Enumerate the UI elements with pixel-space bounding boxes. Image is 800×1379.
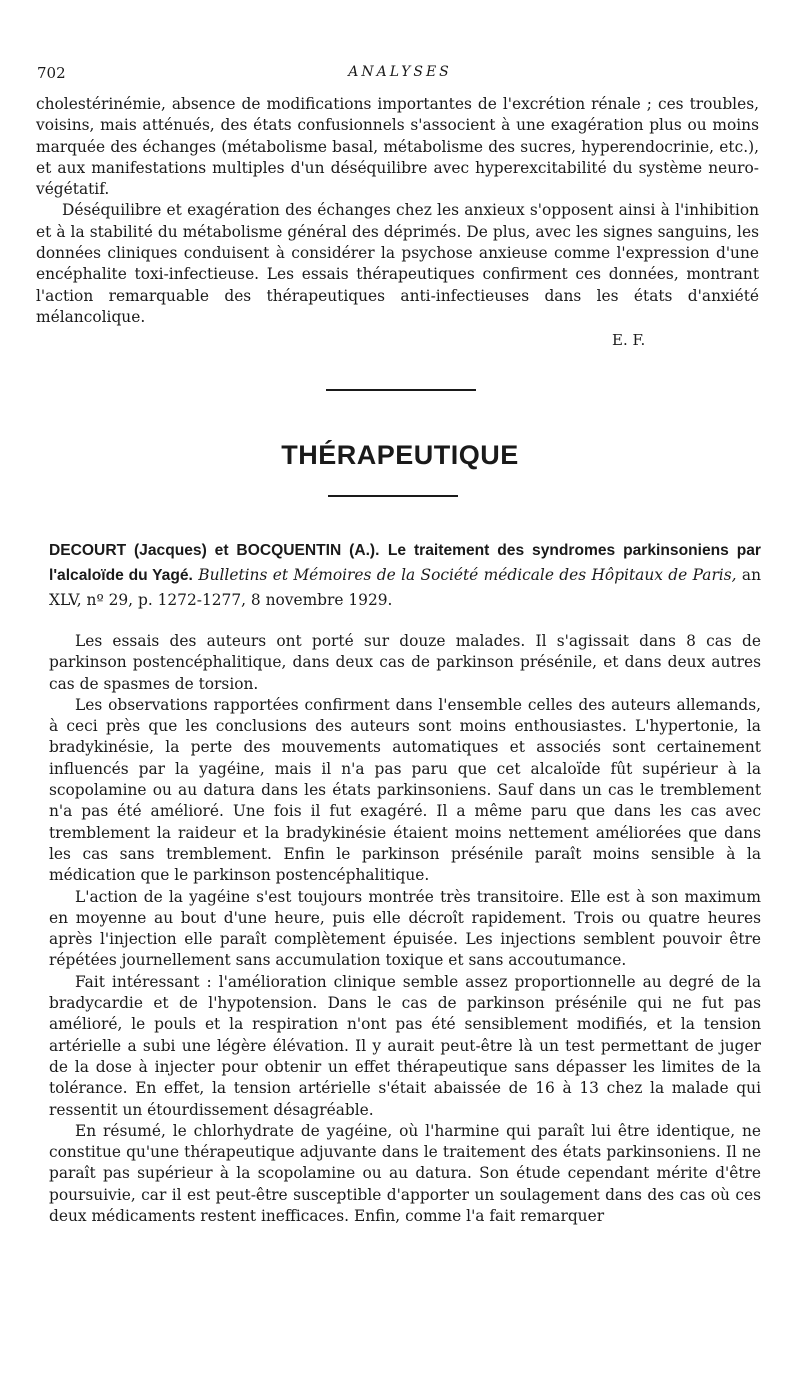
article-reference — [49, 538, 761, 612]
intro-paragraph: Déséquilibre et exagération des échanges chez les anxieux s'opposent ainsi à l'inhibition et à la stabilité du métabolisme général des déprimés. De plus, avec les signes sanguins, les données cliniques conduisent à considérer la psychose anxieuse comme l'expression d'une encéphalite toxi-infectieuse. Les essais thérapeutiques confirment ces données, montrant l'action remarquable des thérapeutiques anti-infectieuses dans les états d'anxiété mélancolique. — [36, 201, 759, 326]
section-divider-top — [326, 389, 476, 391]
section-title: THÉRAPEUTIQUE — [281, 440, 519, 470]
body-paragraph: L'action de la yagéine s'est toujours montrée très transitoire. Elle est à son maximum en moyenne au bout d'une heure, puis elle décroît rapidement. Trois ou quatre heures après l'injection elle paraît complètement épuisée. Les injections semblent pouvoir être répétées journellement sans accumulation toxique et sans accoutumance. — [49, 887, 761, 970]
intro-paragraph: cholestérinémie, absence de modifications importantes de l'excrétion rénale ; ces troubles, voisins, mais atténués, des états confusionnels s'associent à une exagération plus ou moins marquée des échanges (métabolisme basal, métabolisme des sucres, hyperendocrinie, etc.), et aux manifestations multiples d'un déséquilibre avec hyperexcitabilité du système neuro-végétatif. — [36, 95, 759, 199]
page-number: 702 — [37, 64, 66, 82]
running-title: ANALYSES — [348, 64, 452, 80]
body-paragraph: Fait intéressant : l'amélioration clinique semble assez proportionnelle au degré de la bradycardie et de l'hypotension. Dans le cas de parkinson présénile qui ne fut pas amélioré, le pouls et la respiration n'ont pas été sensiblement modifiés, et la tension artérielle a subi une légère élévation. Il y aurait peut-être là un test permettant de juger de la dose à injecter pour obtenir un effet thérapeutique sans dépasser les limites de la tolérance. En effet, la tension artérielle s'était abaissée de 16 à 13 chez la malade qui ressentit un étourdissement désagréable. — [49, 972, 761, 1119]
citation-details: an XLV, nº 29, p. 1272-1277, 8 novembre 1929. — [49, 566, 761, 609]
body-paragraph: En résumé, le chlorhydrate de yagéine, où l'harmine qui paraît lui être identique, ne constitue qu'une thérapeutique adjuvante dans le traitement des états parkinsoniens. Il ne paraît pas supérieur à la scopolamine ou au datura. Son étude cependant mérite d'être poursuivie, car il est peut-être susceptible d'apporter un soulagement dans des cas où ces deux médicaments restent inefficaces. Enfin, comme l'a fait remarquer — [49, 1121, 761, 1226]
article-body — [49, 631, 761, 1227]
signature: E. F. — [612, 331, 646, 349]
body-paragraph: Les observations rapportées confirment dans l'ensemble celles des auteurs allemands, à ceci près que les conclusions des auteurs sont moins enthousiastes. L'hypertonie, la bradykinésie, la perte des mouvements automatiques et associés sont certainement influencés par la yagéine, mais il n'a pas paru que cet alcaloïde fût supérieur à la scopolamine ou au datura dans les états parkinsoniens. Sauf dans un cas le tremblement n'a pas été amélioré. Une fois il fut exagéré. Il a même paru que dans les cas avec tremblement la raideur et la bradykinésie étaient moins nettement améliorées que dans les cas sans tremblement. Enfin le parkinson présénile paraît moins sensible à la médication que le parkinson postencéphalitique. — [49, 695, 761, 885]
running-head — [0, 64, 800, 86]
journal-name: Bulletins et Mémoires de la Société médicale des Hôpitaux de Paris, — [198, 566, 737, 584]
intro-text — [36, 94, 759, 328]
article-authors: DECOURT (Jacques) et BOCQUENTIN (A.). — [49, 542, 380, 559]
section-divider-bottom — [328, 495, 458, 497]
body-paragraph: Les essais des auteurs ont porté sur douze malades. Il s'agissait dans 8 cas de parkinson postencéphalitique, dans deux cas de parkinson présénile, et dans deux autres cas de spasmes de torsion. — [49, 632, 761, 693]
article-title: Le traitement des syndromes parkinsoniens par l'alcaloïde du Yagé. — [49, 542, 761, 584]
